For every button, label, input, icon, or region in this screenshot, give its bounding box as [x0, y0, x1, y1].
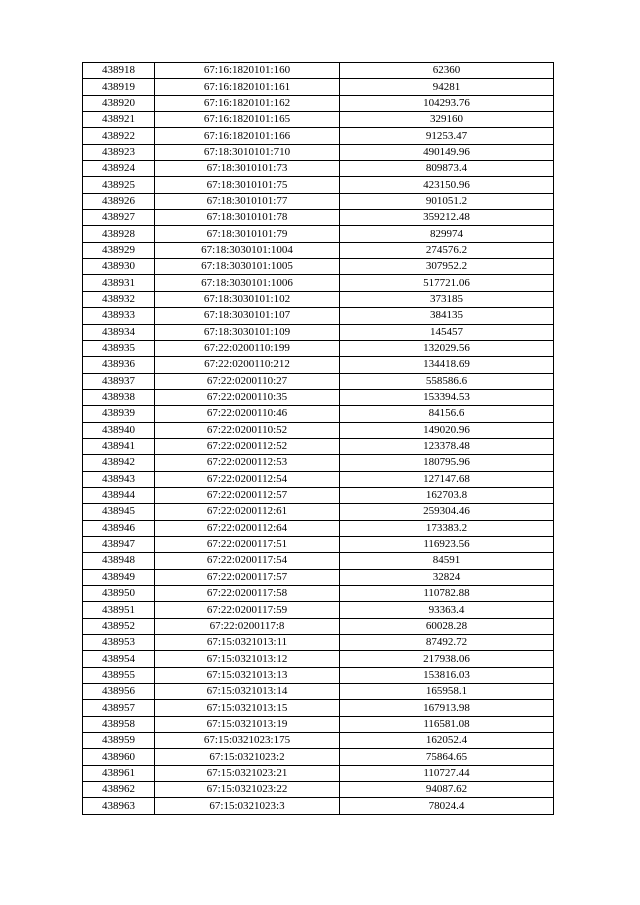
value-cell: 62360	[340, 63, 554, 79]
row-number-cell: 438923	[83, 144, 155, 160]
cadastral-number-cell: 67:18:3010101:710	[155, 144, 340, 160]
value-cell: 153816.03	[340, 667, 554, 683]
cadastral-number-cell: 67:16:1820101:162	[155, 95, 340, 111]
row-number-cell: 438947	[83, 536, 155, 552]
value-cell: 60028.28	[340, 618, 554, 634]
value-cell: 829974	[340, 226, 554, 242]
cadastral-number-cell: 67:18:3010101:73	[155, 161, 340, 177]
cadastral-number-cell: 67:18:3010101:77	[155, 193, 340, 209]
value-cell: 93363.4	[340, 602, 554, 618]
row-number-cell: 438961	[83, 765, 155, 781]
table-row	[83, 487, 554, 503]
row-number-cell: 438949	[83, 569, 155, 585]
table-row	[83, 438, 554, 454]
cadastral-number-cell: 67:18:3010101:75	[155, 177, 340, 193]
row-number-cell: 438958	[83, 716, 155, 732]
table-row	[83, 275, 554, 291]
table-row	[83, 389, 554, 405]
row-number-cell: 438933	[83, 308, 155, 324]
table-row	[83, 144, 554, 160]
value-cell: 384135	[340, 308, 554, 324]
table-row	[83, 63, 554, 79]
table-row	[83, 618, 554, 634]
table-row	[83, 95, 554, 111]
cadastral-number-cell: 67:15:0321013:13	[155, 667, 340, 683]
table-row	[83, 340, 554, 356]
value-cell: 91253.47	[340, 128, 554, 144]
table-row	[83, 798, 554, 814]
row-number-cell: 438943	[83, 471, 155, 487]
row-number-cell: 438938	[83, 389, 155, 405]
row-number-cell: 438928	[83, 226, 155, 242]
cadastral-number-cell: 67:15:0321023:21	[155, 765, 340, 781]
cadastral-number-cell: 67:22:0200112:61	[155, 504, 340, 520]
row-number-cell: 438931	[83, 275, 155, 291]
table-row	[83, 455, 554, 471]
value-cell: 87492.72	[340, 635, 554, 651]
table-row	[83, 161, 554, 177]
cadastral-number-cell: 67:15:0321023:2	[155, 749, 340, 765]
row-number-cell: 438935	[83, 340, 155, 356]
value-cell: 116923.56	[340, 536, 554, 552]
table-body	[83, 63, 554, 815]
row-number-cell: 438944	[83, 487, 155, 503]
table-row	[83, 406, 554, 422]
row-number-cell: 438934	[83, 324, 155, 340]
row-number-cell: 438940	[83, 422, 155, 438]
value-cell: 75864.65	[340, 749, 554, 765]
table-row	[83, 635, 554, 651]
cadastral-number-cell: 67:22:0200110:35	[155, 389, 340, 405]
cadastral-number-cell: 67:15:0321023:175	[155, 733, 340, 749]
cadastral-number-cell: 67:22:0200112:64	[155, 520, 340, 536]
cadastral-number-cell: 67:22:0200117:51	[155, 536, 340, 552]
row-number-cell: 438921	[83, 112, 155, 128]
table-row	[83, 177, 554, 193]
cadastral-number-cell: 67:16:1820101:160	[155, 63, 340, 79]
row-number-cell: 438960	[83, 749, 155, 765]
cadastral-number-cell: 67:22:0200112:54	[155, 471, 340, 487]
row-number-cell: 438959	[83, 733, 155, 749]
row-number-cell: 438956	[83, 684, 155, 700]
cadastral-value-table	[82, 62, 554, 815]
cadastral-number-cell: 67:18:3030101:1005	[155, 259, 340, 275]
row-number-cell: 438920	[83, 95, 155, 111]
value-cell: 110727.44	[340, 765, 554, 781]
cadastral-number-cell: 67:22:0200112:53	[155, 455, 340, 471]
table-row	[83, 586, 554, 602]
value-cell: 132029.56	[340, 340, 554, 356]
value-cell: 123378.48	[340, 438, 554, 454]
cadastral-number-cell: 67:22:0200110:46	[155, 406, 340, 422]
value-cell: 104293.76	[340, 95, 554, 111]
row-number-cell: 438925	[83, 177, 155, 193]
table-row	[83, 422, 554, 438]
table-row	[83, 79, 554, 95]
row-number-cell: 438939	[83, 406, 155, 422]
value-cell: 558586.6	[340, 373, 554, 389]
row-number-cell: 438922	[83, 128, 155, 144]
table-row	[83, 242, 554, 258]
cadastral-number-cell: 67:18:3030101:1006	[155, 275, 340, 291]
cadastral-number-cell: 67:22:0200117:59	[155, 602, 340, 618]
table-row	[83, 733, 554, 749]
value-cell: 162703.8	[340, 487, 554, 503]
value-cell: 259304.46	[340, 504, 554, 520]
cadastral-number-cell: 67:16:1820101:166	[155, 128, 340, 144]
value-cell: 167913.98	[340, 700, 554, 716]
row-number-cell: 438962	[83, 782, 155, 798]
value-cell: 173383.2	[340, 520, 554, 536]
table-row	[83, 373, 554, 389]
value-cell: 127147.68	[340, 471, 554, 487]
cadastral-number-cell: 67:15:0321013:11	[155, 635, 340, 651]
value-cell: 110782.88	[340, 586, 554, 602]
value-cell: 94087.62	[340, 782, 554, 798]
cadastral-number-cell: 67:15:0321023:3	[155, 798, 340, 814]
table-row	[83, 112, 554, 128]
table-row	[83, 210, 554, 226]
table-row	[83, 765, 554, 781]
table-row	[83, 504, 554, 520]
row-number-cell: 438919	[83, 79, 155, 95]
row-number-cell: 438953	[83, 635, 155, 651]
cadastral-number-cell: 67:18:3030101:102	[155, 291, 340, 307]
value-cell: 274576.2	[340, 242, 554, 258]
row-number-cell: 438963	[83, 798, 155, 814]
table-row	[83, 536, 554, 552]
table-row	[83, 569, 554, 585]
value-cell: 809873.4	[340, 161, 554, 177]
table-row	[83, 308, 554, 324]
row-number-cell: 438954	[83, 651, 155, 667]
table-row	[83, 324, 554, 340]
table-row	[83, 259, 554, 275]
table-row	[83, 716, 554, 732]
cadastral-number-cell: 67:15:0321023:22	[155, 782, 340, 798]
value-cell: 165958.1	[340, 684, 554, 700]
table-row	[83, 128, 554, 144]
cadastral-number-cell: 67:18:3030101:109	[155, 324, 340, 340]
table-row	[83, 553, 554, 569]
cadastral-number-cell: 67:18:3030101:107	[155, 308, 340, 324]
value-cell: 307952.2	[340, 259, 554, 275]
row-number-cell: 438932	[83, 291, 155, 307]
cadastral-number-cell: 67:22:0200112:57	[155, 487, 340, 503]
row-number-cell: 438957	[83, 700, 155, 716]
table-row	[83, 651, 554, 667]
cadastral-number-cell: 67:22:0200110:52	[155, 422, 340, 438]
cadastral-number-cell: 67:15:0321013:12	[155, 651, 340, 667]
value-cell: 149020.96	[340, 422, 554, 438]
cadastral-number-cell: 67:22:0200112:52	[155, 438, 340, 454]
value-cell: 94281	[340, 79, 554, 95]
value-cell: 32824	[340, 569, 554, 585]
value-cell: 84591	[340, 553, 554, 569]
value-cell: 517721.06	[340, 275, 554, 291]
row-number-cell: 438950	[83, 586, 155, 602]
row-number-cell: 438924	[83, 161, 155, 177]
cadastral-number-cell: 67:18:3030101:1004	[155, 242, 340, 258]
value-cell: 153394.53	[340, 389, 554, 405]
row-number-cell: 438951	[83, 602, 155, 618]
row-number-cell: 438948	[83, 553, 155, 569]
row-number-cell: 438918	[83, 63, 155, 79]
value-cell: 116581.08	[340, 716, 554, 732]
cadastral-number-cell: 67:22:0200117:8	[155, 618, 340, 634]
row-number-cell: 438936	[83, 357, 155, 373]
value-cell: 217938.06	[340, 651, 554, 667]
value-cell: 490149.96	[340, 144, 554, 160]
table-row	[83, 520, 554, 536]
table-row	[83, 700, 554, 716]
row-number-cell: 438945	[83, 504, 155, 520]
value-cell: 78024.4	[340, 798, 554, 814]
row-number-cell: 438941	[83, 438, 155, 454]
cadastral-number-cell: 67:22:0200117:54	[155, 553, 340, 569]
value-cell: 84156.6	[340, 406, 554, 422]
table-row	[83, 667, 554, 683]
table-row	[83, 684, 554, 700]
table-row	[83, 291, 554, 307]
value-cell: 901051.2	[340, 193, 554, 209]
row-number-cell: 438926	[83, 193, 155, 209]
table-row	[83, 193, 554, 209]
cadastral-number-cell: 67:22:0200110:212	[155, 357, 340, 373]
value-cell: 145457	[340, 324, 554, 340]
row-number-cell: 438937	[83, 373, 155, 389]
table-row	[83, 471, 554, 487]
cadastral-number-cell: 67:18:3010101:79	[155, 226, 340, 242]
table-row	[83, 782, 554, 798]
row-number-cell: 438946	[83, 520, 155, 536]
cadastral-number-cell: 67:22:0200117:58	[155, 586, 340, 602]
value-cell: 162052.4	[340, 733, 554, 749]
cadastral-number-cell: 67:16:1820101:161	[155, 79, 340, 95]
cadastral-number-cell: 67:22:0200110:199	[155, 340, 340, 356]
row-number-cell: 438942	[83, 455, 155, 471]
cadastral-number-cell: 67:18:3010101:78	[155, 210, 340, 226]
value-cell: 180795.96	[340, 455, 554, 471]
cadastral-number-cell: 67:22:0200117:57	[155, 569, 340, 585]
value-cell: 134418.69	[340, 357, 554, 373]
cadastral-number-cell: 67:16:1820101:165	[155, 112, 340, 128]
cadastral-number-cell: 67:22:0200110:27	[155, 373, 340, 389]
value-cell: 329160	[340, 112, 554, 128]
cadastral-number-cell: 67:15:0321013:19	[155, 716, 340, 732]
row-number-cell: 438952	[83, 618, 155, 634]
table-row	[83, 602, 554, 618]
value-cell: 423150.96	[340, 177, 554, 193]
row-number-cell: 438927	[83, 210, 155, 226]
table-row	[83, 749, 554, 765]
row-number-cell: 438955	[83, 667, 155, 683]
table-row	[83, 226, 554, 242]
cadastral-number-cell: 67:15:0321013:14	[155, 684, 340, 700]
table-row	[83, 357, 554, 373]
row-number-cell: 438930	[83, 259, 155, 275]
cadastral-number-cell: 67:15:0321013:15	[155, 700, 340, 716]
value-cell: 373185	[340, 291, 554, 307]
row-number-cell: 438929	[83, 242, 155, 258]
value-cell: 359212.48	[340, 210, 554, 226]
